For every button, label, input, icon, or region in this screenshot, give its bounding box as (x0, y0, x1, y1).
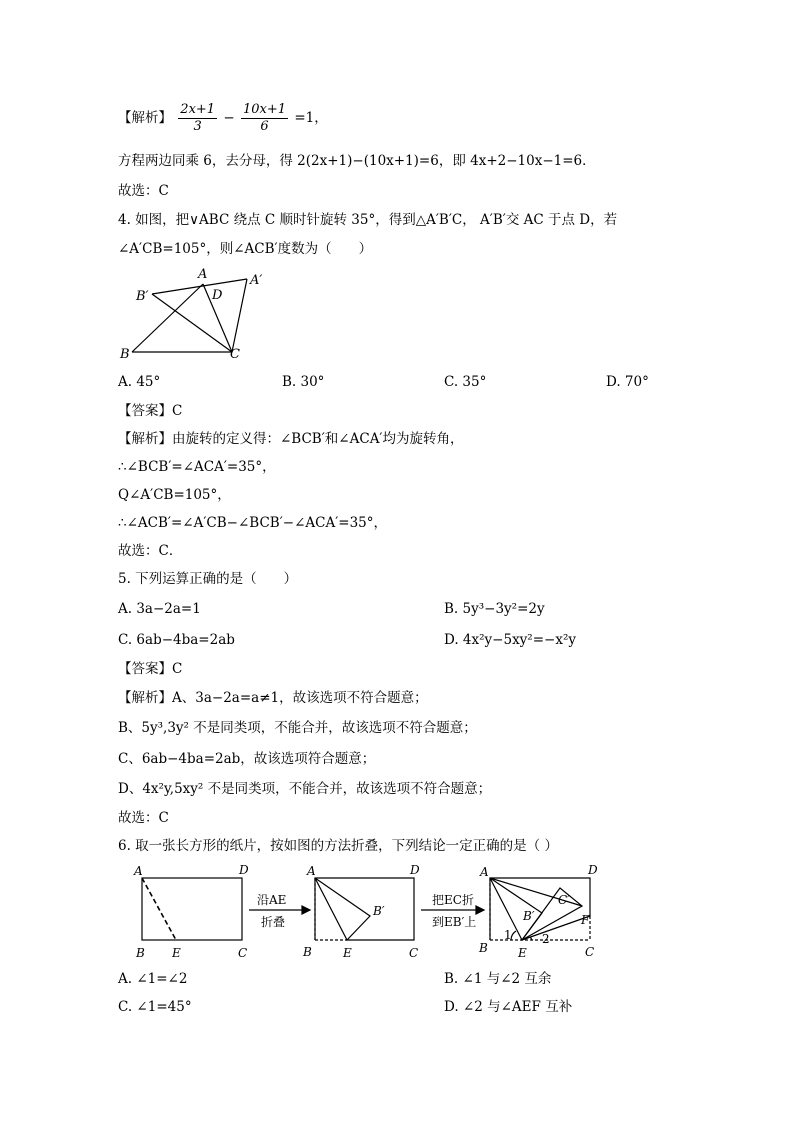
q4-option-b: B. 30° (282, 374, 325, 390)
arrow-1-bottom-label: 折叠 (261, 915, 286, 929)
fig2-outline (315, 878, 414, 940)
fig1-fold-line-ae (142, 878, 176, 940)
q5-option-c: C. 6ab−4ba=2ab (118, 632, 235, 648)
label-c: C (230, 347, 240, 362)
fig3-label-b-prime: B′ (523, 909, 535, 923)
q5-solution-5: 故选：C (118, 810, 169, 826)
label-b-prime: B′ (136, 289, 149, 304)
fig3-label-f: F (581, 913, 590, 927)
q4-answer: 【答案】C (118, 403, 183, 419)
arrow-2-bottom-label: 到EB′上 (432, 915, 477, 929)
q4-solution-4: ∴∠ACB′=∠A′CB−∠BCB′−∠ACA′=35°， (118, 515, 388, 531)
arrow-1-head (302, 906, 310, 914)
q6-stem: 6. 取一张长方形的纸片，按如图的方法折叠，下列结论一定正确的是（ ） (118, 838, 558, 854)
fig1-label-a: A (134, 864, 143, 878)
fig1-label-e: E (172, 946, 181, 960)
fig1-rectangle (142, 878, 242, 940)
q6-option-c: C. ∠1=45° (118, 999, 192, 1015)
jiexi-tag: 【解析】 (118, 110, 172, 126)
q5-solution-1: 【解析】A、3a−2a=a≠1，故该选项不符合题意； (118, 690, 428, 706)
q6-folding-figure (130, 858, 610, 963)
q4-option-a: A. 45° (118, 374, 161, 390)
fig2-label-a: A (307, 864, 316, 878)
q4-option-c: C. 35° (444, 374, 487, 390)
fig3-label-b: B (479, 941, 488, 955)
q4-solution-2: ∴∠BCB′=∠ACA′=35°， (118, 459, 276, 475)
q5-answer: 【答案】C (118, 661, 183, 677)
q5-solution-2: B、5y³,3y² 不是同类项，不能合并，故该选项不符合题意； (118, 720, 477, 736)
fig3-label-e: E (518, 946, 527, 960)
fig2-label-e: E (343, 946, 352, 960)
fig3-label-angle-2: 2 (542, 932, 550, 946)
label-b: B (120, 347, 130, 362)
q5-solution-3: C、6ab−4ba=2ab，故该选项符合题意； (118, 751, 376, 767)
fig3-label-c-prime: C′ (558, 893, 570, 907)
q4-solution-5: 故选：C． (118, 543, 183, 559)
q5-option-d: D. 4x²y−5xy²=−x²y (444, 632, 576, 648)
fig2-label-d: D (410, 863, 420, 877)
q4-stem-line2: ∠A′CB=105°，则∠ACB′度数为（ ） (118, 241, 373, 257)
q4-rotation-figure (112, 262, 282, 364)
label-a: A (198, 267, 208, 282)
fig2-folded-triangle (315, 878, 370, 940)
fraction-2: $\frac{10x+1}{6}$ (242, 102, 287, 134)
fraction-1: $\frac{2x+1}{3}$ (180, 102, 216, 134)
q5-option-b: B. 5y³−3y²=2y (444, 601, 545, 617)
q5-solution-4: D、4x²y,5xy² 不是同类项，不能合并，故该选项不符合题意； (118, 781, 492, 797)
fig3-angle-1-arc (511, 931, 516, 940)
q4-solution-3: Q∠A′CB=105°， (118, 487, 231, 503)
q6-option-a: A. ∠1=∠2 (118, 971, 188, 987)
fig1-label-c: C (238, 946, 248, 960)
segment-a1c (232, 279, 247, 352)
fig2-label-b-prime: B′ (373, 904, 385, 918)
q4-stem-line1: 4. 如图，把∨ABC 绕点 C 顺时针旋转 35°，得到△A′B′C， A′B′交 AC 于点 D，若 (118, 212, 618, 228)
q6-option-d: D. ∠2 与∠AEF 互补 (444, 999, 573, 1015)
q3-answer-line: 故选：C (118, 183, 169, 199)
fig2-label-b: B (303, 945, 312, 959)
q3-solution-line1: 【解析】 $\frac{2x+1}{3}$ − $\frac{10x+1}{6}$ =1， (118, 102, 328, 134)
fig3-label-d: D (588, 863, 598, 877)
arrow-2-top-label: 把EC折 (432, 893, 474, 907)
q6-option-b: B. ∠1 与∠2 互余 (444, 971, 552, 987)
fig3-label-angle-1: 1 (504, 928, 512, 942)
q3-solution-line2: 方程两边同乘 6，去分母，得 2(2x+1)−(10x+1)=6，即 4x+2−10x−1=6． (118, 153, 596, 169)
fig3-label-a: A (480, 865, 489, 879)
q5-stem: 5. 下列运算正确的是（ ） (118, 571, 298, 587)
q4-option-d: D. 70° (606, 374, 649, 390)
fig1-label-b: B (136, 946, 145, 960)
q4-solution-1: 【解析】由旋转的定义得：∠BCB′和∠ACA′均为旋转角， (118, 431, 464, 447)
label-a-prime: A′ (250, 273, 263, 288)
fig1-label-d: D (239, 863, 249, 877)
fig3-label-c: C (585, 945, 595, 959)
arrow-2-head (476, 906, 484, 914)
arrow-1-top-label: 沿AE (257, 893, 287, 907)
label-d: D (212, 288, 223, 303)
q5-option-a: A. 3a−2a=1 (118, 601, 201, 617)
fig2-label-c: C (409, 946, 419, 960)
